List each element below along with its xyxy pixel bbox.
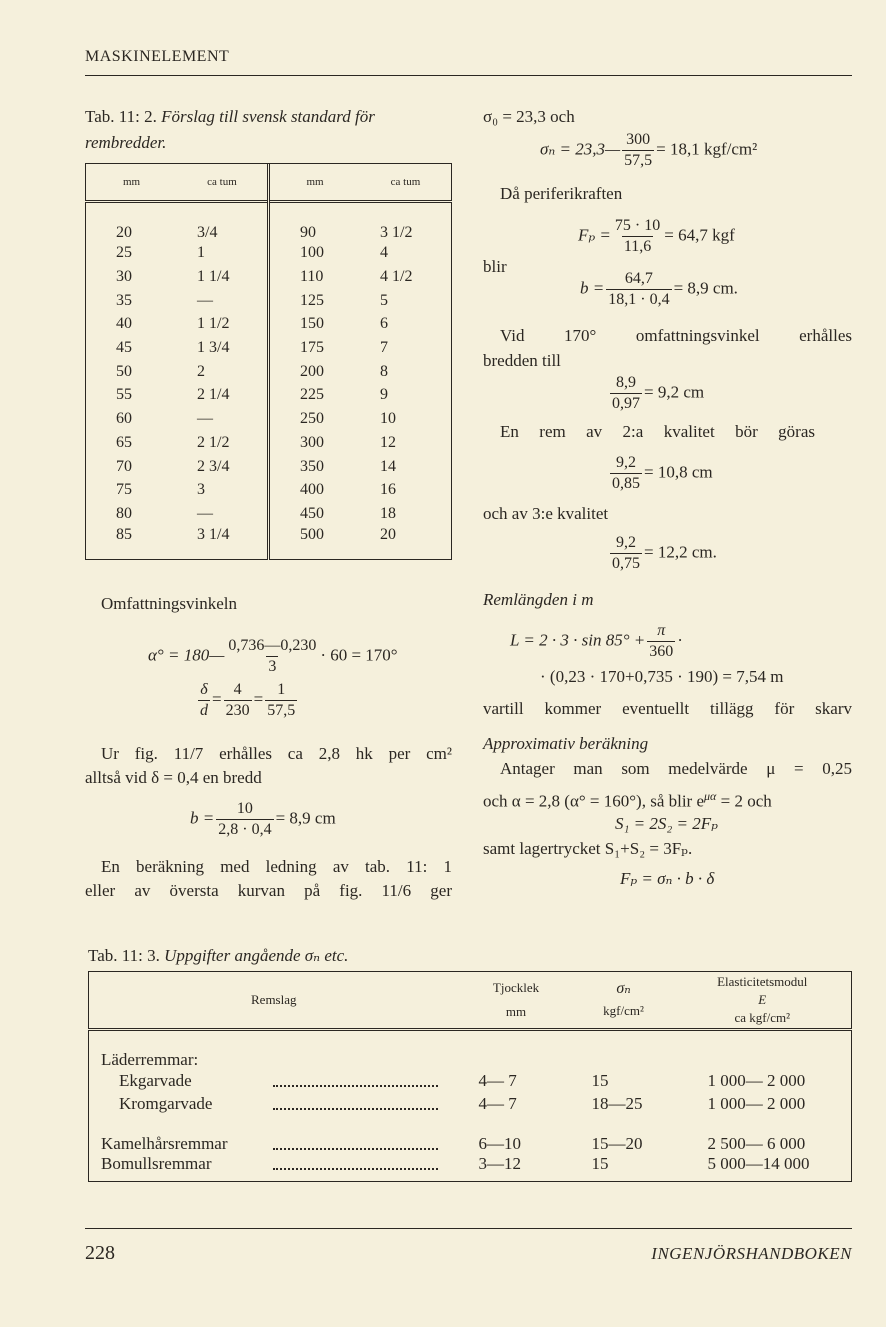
table-cell: 2 xyxy=(177,360,269,384)
sigma-cell: 15 xyxy=(591,1071,609,1090)
table-cell: 40 xyxy=(116,315,132,333)
fraction-denominator: 0,75 xyxy=(612,555,640,572)
sigma-cell: 15 xyxy=(591,1153,609,1173)
fraction-denominator: d xyxy=(200,702,208,719)
table-cell: 2 1/4 xyxy=(177,384,269,408)
table-cell: 55 xyxy=(116,386,132,404)
table-row xyxy=(86,502,452,526)
table2-label: Tab. 11: 3. xyxy=(88,946,160,965)
table-cell: — xyxy=(177,407,269,431)
formula-rhs: = 18,1 kgf/cm² xyxy=(656,139,758,159)
paragraph-line: eller av översta kurvan på fig. 11/6 ger xyxy=(85,881,452,900)
formula-alpha xyxy=(148,636,398,677)
thickness-cell: 4— 7 xyxy=(478,1094,517,1113)
table-cell: 3 1/4 xyxy=(177,526,269,560)
formula-rhs: = 9,2 cm xyxy=(644,382,705,402)
table-cell: 8 xyxy=(380,362,388,380)
footer-rule xyxy=(85,1228,852,1229)
section-heading: Approximativ beräkning xyxy=(483,734,649,753)
formula-rhs: = 12,2 cm. xyxy=(644,542,717,562)
fraction-numerator: 9,2 xyxy=(616,454,636,471)
table-row xyxy=(86,202,452,242)
table-row xyxy=(89,1070,852,1093)
text: = 2 och xyxy=(716,791,772,811)
paragraph-line: bredden till xyxy=(483,351,561,370)
fraction-numerator: 75 · 10 xyxy=(614,217,661,234)
paragraph-line: samt lagertrycket S₁+S₂ = 3Fₚ. xyxy=(483,839,693,858)
table-row xyxy=(86,384,452,408)
table-cell: 450 xyxy=(300,504,324,522)
fraction-denominator: 18,1 · 0,4 xyxy=(608,291,670,308)
fraction-denominator: 57,5 xyxy=(624,152,653,169)
table-cell: 225 xyxy=(300,386,324,404)
paragraph-line: blir xyxy=(483,257,507,276)
formula-lhs: b = xyxy=(190,808,215,828)
formula-lhs: Fₚ = xyxy=(578,225,611,245)
exponent: μα xyxy=(704,789,717,803)
fraction-numerator: 0,736—0,230 xyxy=(228,637,317,654)
running-title: MASKINELEMENT xyxy=(85,48,230,65)
table-row xyxy=(89,1154,852,1182)
header-label: Elasticitetsmodul xyxy=(717,974,808,989)
thickness-cell: 6—10 xyxy=(478,1133,521,1153)
table-cell: 400 xyxy=(300,481,324,499)
table-cell: 250 xyxy=(300,410,324,428)
table-cell: 90 xyxy=(300,223,316,241)
formula-rhs: = 8,9 cm xyxy=(275,808,336,828)
fraction-denominator: 3 xyxy=(268,658,277,675)
paragraph-line: En beräkning med ledning av tab. 11: 1 xyxy=(101,857,452,876)
book-title: INGENJÖRSHANDBOKEN xyxy=(651,1244,852,1263)
paragraph-line xyxy=(483,789,772,812)
page-number: 228 xyxy=(85,1242,115,1264)
group-label: Läderremmar: xyxy=(101,1049,199,1069)
fraction-denominator: 230 xyxy=(225,702,250,719)
table-cell: 18 xyxy=(380,504,396,522)
remslag-name: Kamelhårsremmar xyxy=(101,1133,228,1153)
table-cell: — xyxy=(177,289,269,313)
paragraph-line: vartill kommer eventuellt tillägg för skarv xyxy=(483,699,852,718)
formula-delta xyxy=(196,680,299,721)
table-cell: 30 xyxy=(116,268,132,286)
table1-label: Tab. 11: 2. xyxy=(85,107,157,126)
table1 xyxy=(85,164,452,560)
formula-L xyxy=(510,621,683,662)
table-row xyxy=(86,478,452,502)
table-cell: 3/4 xyxy=(177,202,269,242)
remslag-name: Bomullsremmar xyxy=(101,1153,212,1173)
paragraph-line: alltså vid δ = 0,4 en bredd xyxy=(85,768,262,787)
table-cell: 125 xyxy=(300,291,324,309)
header-unit: ca kgf/cm² xyxy=(734,1010,790,1025)
table-cell: 9 xyxy=(380,386,388,404)
header-tjocklek xyxy=(459,972,574,1030)
formula-108 xyxy=(608,453,713,494)
remslag-cell xyxy=(89,1116,459,1154)
leader-dots xyxy=(273,1134,438,1150)
remslag-cell xyxy=(89,1093,459,1116)
table-cell: 3 xyxy=(177,478,269,502)
table-cell: 1 1/4 xyxy=(177,265,269,289)
table-cell: 350 xyxy=(300,457,324,475)
table-cell: 20 xyxy=(380,525,396,543)
formula-rhs: · 60 = 170° xyxy=(320,645,398,665)
remslag-cell xyxy=(89,1154,459,1182)
table-cell: 60 xyxy=(116,410,132,428)
fraction-numerator: π xyxy=(657,622,666,639)
formula-L-continued: · (0,23 · 170+0,735 · 190) = 7,54 m xyxy=(540,667,784,686)
table-cell: 1 3/4 xyxy=(177,336,269,360)
leader-dots xyxy=(273,1094,438,1110)
equals: = xyxy=(253,689,264,709)
header-mm: mm xyxy=(306,176,324,188)
thickness-cell: 4— 7 xyxy=(478,1071,517,1090)
formula-lhs: α° = 180— xyxy=(148,645,225,665)
formula-sigma-n xyxy=(540,130,757,171)
sigma-cell: 18—25 xyxy=(591,1094,643,1113)
table2-title: Uppgifter angående σₙ etc. xyxy=(164,946,349,965)
formula-b2 xyxy=(580,269,738,310)
table-row xyxy=(86,336,452,360)
header-unit: kgf/cm² xyxy=(603,1003,644,1018)
table-cell: 5 xyxy=(380,291,388,309)
formula-lhs: b = xyxy=(580,278,605,298)
table-cell: 85 xyxy=(116,525,132,543)
table-cell: 35 xyxy=(116,291,132,309)
table-cell: 100 xyxy=(300,244,324,262)
header-emod xyxy=(674,972,852,1030)
remslag-name: Kromgarvade xyxy=(119,1094,213,1113)
table-cell: 16 xyxy=(380,481,396,499)
formula-b xyxy=(190,799,336,840)
header-mm: mm xyxy=(122,176,141,188)
formula-lhs: σₙ = 23,3— xyxy=(540,139,621,159)
formula-rhs: = 64,7 kgf xyxy=(664,225,735,245)
table-cell: 70 xyxy=(116,457,132,475)
fraction-denominator: 360 xyxy=(649,643,674,660)
table1-caption xyxy=(85,104,453,156)
table-cell: 2 1/2 xyxy=(177,431,269,455)
table-cell: 2 3/4 xyxy=(177,455,269,479)
table-cell: 4 xyxy=(380,244,388,262)
table-cell: 6 xyxy=(380,315,388,333)
table2 xyxy=(88,971,852,1182)
e-cell: 1 000— 2 000 xyxy=(707,1094,806,1113)
table-cell: 7 xyxy=(380,339,388,357)
table-row xyxy=(86,455,452,479)
table-row xyxy=(86,526,452,560)
formula-rhs: = 8,9 cm. xyxy=(673,278,738,298)
header-rule xyxy=(85,75,852,76)
fraction-denominator: 2,8 · 0,4 xyxy=(218,821,272,838)
table-cell: — xyxy=(177,502,269,526)
table-cell: 110 xyxy=(300,268,324,286)
table-row xyxy=(86,407,452,431)
table2-caption xyxy=(88,946,348,966)
header-label: Tjocklek xyxy=(492,980,540,995)
paragraph-line: Då periferikraften xyxy=(500,184,623,203)
table-cell: 200 xyxy=(300,362,324,380)
table-row xyxy=(86,431,452,455)
header-sigma xyxy=(574,972,674,1030)
sigma-cell: 15—20 xyxy=(591,1133,643,1153)
table-cell: 14 xyxy=(380,457,396,475)
table-row xyxy=(86,360,452,384)
remslag-name: Ekgarvade xyxy=(119,1071,192,1090)
header-remslag: Remslag xyxy=(251,992,297,1007)
table-cell: 1 xyxy=(177,242,269,266)
table1-title: Förslag till svensk standard för rembredder. xyxy=(85,107,375,152)
fraction-denominator: 0,97 xyxy=(612,395,640,412)
section-heading: Remlängden i m xyxy=(483,590,594,609)
formula-Fp: Fₚ = σₙ · b · δ xyxy=(620,869,715,888)
table-cell: 25 xyxy=(116,244,132,262)
table-cell: 500 xyxy=(300,525,324,543)
table-cell: 175 xyxy=(300,339,324,357)
paragraph-line: Ur fig. 11/7 erhålles ca 2,8 hk per cm² xyxy=(101,744,452,763)
table-cell: 80 xyxy=(116,504,132,522)
table-cell: 300 xyxy=(300,433,324,451)
fraction-numerator: 4 xyxy=(233,681,242,698)
fraction-numerator: 9,2 xyxy=(616,534,636,551)
fraction-denominator: 0,85 xyxy=(612,475,640,492)
table-row xyxy=(89,1116,852,1154)
formula-rhs: · xyxy=(677,630,683,650)
fraction-numerator: 8,9 xyxy=(616,374,636,391)
table-cell: 65 xyxy=(116,433,132,451)
fraction-numerator: 300 xyxy=(626,131,651,148)
text: och α = 2,8 (α° = 160°), så blir e xyxy=(483,791,705,811)
equals: = xyxy=(212,689,222,709)
table-row xyxy=(86,242,452,266)
fraction-denominator: 11,6 xyxy=(623,238,652,255)
header-ca-tum: ca tum xyxy=(177,164,269,202)
fraction-denominator: 57,5 xyxy=(267,702,296,719)
table-cell: 3 1/2 xyxy=(380,223,413,241)
table-cell: 12 xyxy=(380,433,396,451)
header-ca-tum: ca tum xyxy=(390,176,421,188)
remslag-cell xyxy=(89,1070,459,1093)
table-cell: 4 1/2 xyxy=(380,268,413,286)
table-cell: 75 xyxy=(116,481,132,499)
leader-dots xyxy=(273,1071,438,1087)
thickness-cell: 3—12 xyxy=(478,1153,521,1173)
table-cell: 150 xyxy=(300,315,324,333)
omfattning-label: Omfattningsvinkeln xyxy=(101,594,237,613)
e-cell: 5 000—14 000 xyxy=(707,1153,810,1173)
table-cell: 45 xyxy=(116,339,132,357)
table-cell: 1 1/2 xyxy=(177,313,269,337)
table-row xyxy=(86,313,452,337)
table-cell: 10 xyxy=(380,410,396,428)
e-cell: 2 500— 6 000 xyxy=(707,1133,806,1153)
fraction-numerator: δ xyxy=(200,681,208,698)
e-cell: 1 000— 2 000 xyxy=(707,1071,806,1090)
paragraph-line: Vid 170° omfattningsvinkel erhålles xyxy=(500,326,852,345)
formula-fp xyxy=(578,216,735,257)
paragraph-line: Antager man som medelvärde μ = 0,25 xyxy=(500,759,852,778)
table-row xyxy=(86,265,452,289)
header-label: σₙ xyxy=(616,980,631,997)
formula-rhs: = 10,8 cm xyxy=(644,462,713,482)
formula-lhs: L = 2 · 3 · sin 85° + xyxy=(510,630,646,650)
table-cell: 50 xyxy=(116,362,132,380)
leader-dots xyxy=(273,1154,438,1170)
paragraph-line: och av 3:e kvalitet xyxy=(483,504,609,523)
header-unit: mm xyxy=(505,1004,527,1019)
header-symbol: E xyxy=(758,992,767,1007)
sigma0-line: σ₀ = 23,3 och xyxy=(483,107,575,126)
formula-92 xyxy=(608,373,704,414)
table-row xyxy=(89,1093,852,1116)
paragraph-line: En rem av 2:a kvalitet bör göras xyxy=(500,422,815,441)
fraction-numerator: 64,7 xyxy=(624,270,653,287)
formula-S: S₁ = 2S₂ = 2Fₚ xyxy=(615,814,718,833)
fraction-numerator: 10 xyxy=(236,800,253,817)
fraction-numerator: 1 xyxy=(277,681,286,698)
formula-122 xyxy=(608,533,717,574)
table-cell: 20 xyxy=(116,223,132,241)
table-row xyxy=(86,289,452,313)
